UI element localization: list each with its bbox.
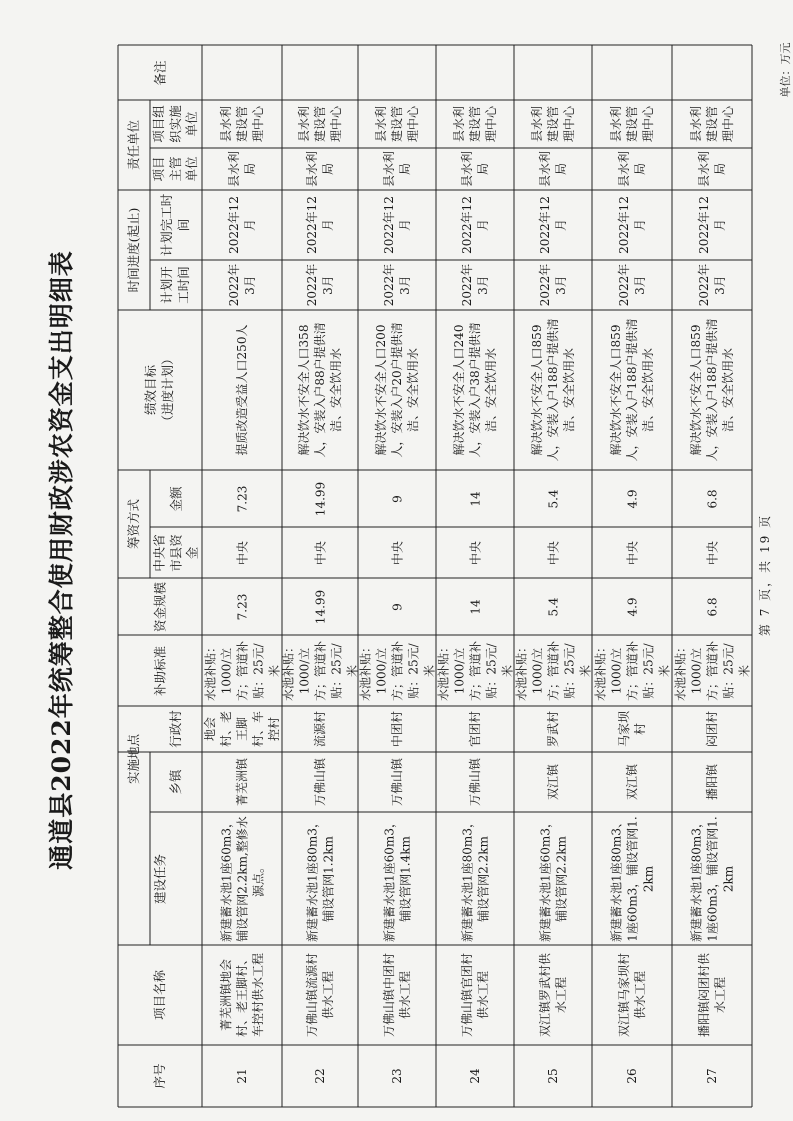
row-source: 中央 bbox=[545, 540, 560, 565]
row-amount: 4.9 bbox=[624, 488, 639, 509]
row-amount: 14 bbox=[467, 490, 482, 507]
row-amount: 6.8 bbox=[704, 488, 719, 509]
row-project-name: 万佛山镇官团村供水工程 bbox=[459, 953, 490, 1038]
row-task: 新建蓄水池1座80m3，1座60m3，铺设管网1.2km bbox=[688, 815, 736, 942]
row-subsidy: 水池补贴：1000/立方；管道补贴：25元/米 bbox=[435, 640, 515, 701]
header-performance: 绩效目标 （进度计划） bbox=[143, 352, 175, 428]
row-project-name: 万佛山镇流源村供水工程 bbox=[304, 953, 335, 1038]
row-remark bbox=[594, 48, 670, 97]
row-start: 2022年3月 bbox=[459, 263, 490, 307]
row-village: 官团村 bbox=[467, 711, 482, 748]
header-fund-scale: 资金规模 bbox=[151, 581, 167, 632]
row-task: 新建蓄水池1座60m3，铺设管网2.2km bbox=[537, 815, 568, 942]
header-supervisor: 项目主管单位 bbox=[150, 156, 200, 182]
row-fund-scale: 4.9 bbox=[624, 596, 639, 617]
row-source: 中央 bbox=[389, 540, 404, 565]
row-supervisor: 县水利局 bbox=[381, 150, 412, 187]
header-subsidy: 补助标准 bbox=[151, 645, 167, 696]
row-finish: 2022年12月 bbox=[537, 196, 568, 254]
row-amount: 5.4 bbox=[545, 488, 560, 509]
row-task: 新建蓄水池1座80m3、1座60m3，铺设管网1.2km bbox=[608, 815, 656, 942]
row-start: 2022年3月 bbox=[696, 263, 727, 307]
header-central-provincial: 中央省市县资金 bbox=[150, 533, 200, 572]
header-township: 乡镇 bbox=[167, 769, 183, 795]
row-supervisor: 县水利局 bbox=[616, 150, 647, 187]
row-start: 2022年3月 bbox=[537, 263, 568, 307]
header-amount: 金额 bbox=[167, 486, 183, 512]
header-task: 建设任务 bbox=[151, 853, 167, 904]
row-township: 播阳镇 bbox=[704, 764, 719, 801]
row-project-name: 万佛山镇中团村供水工程 bbox=[381, 953, 412, 1038]
header-implementer: 项目组织实施单位 bbox=[150, 105, 200, 143]
row-start: 2022年3月 bbox=[381, 263, 412, 307]
row-implementer: 县水利建设管理中心 bbox=[529, 106, 577, 143]
header-finish: 计划完工时间 bbox=[159, 193, 191, 257]
header-remarks: 备注 bbox=[151, 60, 167, 86]
row-project-name: 双江镇罗武村供水工程 bbox=[537, 953, 568, 1038]
row-amount: 9 bbox=[389, 494, 404, 503]
row-fund-scale: 5.4 bbox=[545, 596, 560, 617]
row-remark bbox=[284, 48, 356, 97]
row-source: 中央 bbox=[624, 540, 639, 565]
row-goal: 解决饮水不安全人口859人，安装入户188户提供清洁、安全饮用水 bbox=[688, 318, 736, 462]
row-subsidy: 水池补贴：1000/立方；管道补贴：25元/米 bbox=[592, 640, 672, 701]
row-subsidy: 水池补贴：1000/立方；管道补贴：25元/米 bbox=[357, 640, 437, 701]
row-start: 2022年3月 bbox=[616, 263, 647, 307]
row-supervisor: 县水利局 bbox=[696, 150, 727, 187]
row-start: 2022年3月 bbox=[226, 263, 257, 307]
row-township: 双江镇 bbox=[624, 764, 639, 801]
row-township: 菁芜洲镇 bbox=[234, 758, 249, 807]
row-finish: 2022年12月 bbox=[381, 196, 412, 254]
row-remark bbox=[438, 48, 512, 97]
row-implementer: 县水利建设管理中心 bbox=[373, 106, 421, 143]
row-fund-scale: 14 bbox=[467, 598, 482, 615]
row-implementer: 县水利建设管理中心 bbox=[688, 106, 736, 143]
row-remark bbox=[204, 48, 280, 97]
row-implementer: 县水利建设管理中心 bbox=[608, 106, 656, 143]
row-amount: 7.23 bbox=[234, 485, 249, 512]
row-village: 闷团村 bbox=[704, 711, 719, 748]
row-township: 双江镇 bbox=[545, 764, 560, 801]
header-responsible: 责任单位 bbox=[125, 120, 141, 171]
row-task: 新建蓄水池1座80m3，铺设管网2.2km bbox=[459, 815, 490, 942]
row-finish: 2022年12月 bbox=[696, 196, 727, 254]
row-seq: 26 bbox=[624, 1068, 639, 1084]
row-source: 中央 bbox=[312, 540, 327, 565]
row-village: 马家坝村 bbox=[616, 711, 647, 748]
row-amount: 14.99 bbox=[312, 481, 327, 516]
row-fund-scale: 7.23 bbox=[234, 593, 249, 620]
row-start: 2022年3月 bbox=[304, 263, 335, 307]
row-implementer: 县水利建设管理中心 bbox=[218, 106, 266, 143]
row-goal: 解决饮水不安全人口859人，安装入户188户提供清洁、安全饮用水 bbox=[529, 318, 577, 462]
header-funding-method: 筹资方式 bbox=[125, 499, 141, 550]
row-goal: 解决饮水不安全人口240人，安装入户38户提供清洁、安全饮用水 bbox=[451, 322, 499, 458]
row-seq: 22 bbox=[312, 1068, 327, 1084]
header-seq: 序号 bbox=[151, 1063, 167, 1089]
header-village: 行政村 bbox=[167, 710, 183, 748]
row-village: 地会村、老王脚村、车控村 bbox=[202, 711, 282, 748]
row-task: 新建蓄水池1座80m3，铺设管网1.2km bbox=[304, 815, 335, 942]
row-fund-scale: 9 bbox=[389, 602, 404, 611]
row-supervisor: 县水利局 bbox=[459, 150, 490, 187]
row-subsidy: 水池补贴：1000/立方；管道补贴：25元/米 bbox=[672, 640, 752, 701]
row-source: 中央 bbox=[704, 540, 719, 565]
row-seq: 25 bbox=[545, 1068, 560, 1084]
row-implementer: 县水利建设管理中心 bbox=[451, 106, 499, 143]
row-fund-scale: 6.8 bbox=[704, 596, 719, 617]
row-seq: 21 bbox=[234, 1068, 249, 1084]
row-supervisor: 县水利局 bbox=[537, 150, 568, 187]
row-project-name: 播阳镇闷团村供水工程 bbox=[696, 953, 727, 1038]
row-village: 流源村 bbox=[312, 711, 327, 748]
row-supervisor: 县水利局 bbox=[304, 150, 335, 187]
row-subsidy: 水池补贴：1000/立方；管道补贴：25元/米 bbox=[513, 640, 593, 701]
row-fund-scale: 14.99 bbox=[312, 589, 327, 624]
row-remark bbox=[516, 48, 590, 97]
row-goal: 解决饮水不安全人口200人，安装入户20户提供清洁、安全饮用水 bbox=[373, 322, 421, 458]
row-finish: 2022年12月 bbox=[304, 196, 335, 254]
row-seq: 23 bbox=[389, 1068, 404, 1084]
row-subsidy: 水池补贴：1000/立方；管道补贴：25元/米 bbox=[280, 640, 360, 701]
row-project-name: 双江镇马家坝村供水工程 bbox=[616, 953, 647, 1038]
unit-label: 单位：万元 bbox=[779, 42, 792, 98]
row-finish: 2022年12月 bbox=[616, 196, 647, 254]
row-seq: 24 bbox=[467, 1068, 482, 1084]
row-village: 中团村 bbox=[389, 711, 404, 748]
row-source: 中央 bbox=[467, 540, 482, 565]
row-goal: 提质改造受益人口250人 bbox=[234, 324, 249, 456]
header-location: 实施地点 bbox=[125, 734, 141, 785]
row-project-name: 菁芜洲镇地会村、老王脚村、车控村供水工程 bbox=[218, 953, 266, 1038]
row-township: 万佛山镇 bbox=[312, 758, 327, 807]
row-seq: 27 bbox=[704, 1068, 719, 1084]
row-source: 中央 bbox=[234, 540, 249, 565]
header-project-name: 项目名称 bbox=[151, 970, 167, 1021]
row-remark bbox=[674, 48, 750, 97]
page-number: 第 7 页，共 19 页 bbox=[758, 513, 772, 637]
row-finish: 2022年12月 bbox=[226, 196, 257, 254]
row-supervisor: 县水利局 bbox=[226, 150, 257, 187]
row-task: 新建蓄水池1座60m3，铺设管网1.4km bbox=[381, 815, 412, 942]
row-village: 罗武村 bbox=[545, 711, 560, 748]
header-start: 计划开工时间 bbox=[159, 266, 191, 304]
row-goal: 解决饮水不安全人口859人，安装入户188户提供清洁、安全饮用水 bbox=[608, 318, 656, 462]
header-schedule: 时间进度(起止) bbox=[125, 207, 141, 293]
row-subsidy: 水池补贴：1000/立方；管道补贴：25元/米 bbox=[202, 640, 282, 701]
page-title: 通道县2022年统筹整合使用财政涉农资金支出明细表 bbox=[47, 250, 76, 870]
row-goal: 解决饮水不安全人口358人，安装入户88户提供清洁、安全饮用水 bbox=[296, 322, 344, 458]
row-finish: 2022年12月 bbox=[459, 196, 490, 254]
row-implementer: 县水利建设管理中心 bbox=[296, 106, 344, 143]
row-remark bbox=[360, 48, 434, 97]
row-township: 万佛山镇 bbox=[467, 758, 482, 807]
row-task: 新建蓄水池1座60m3，铺设管网2.2km,整修水源点。 bbox=[218, 815, 266, 942]
row-township: 万佛山镇 bbox=[389, 758, 404, 807]
